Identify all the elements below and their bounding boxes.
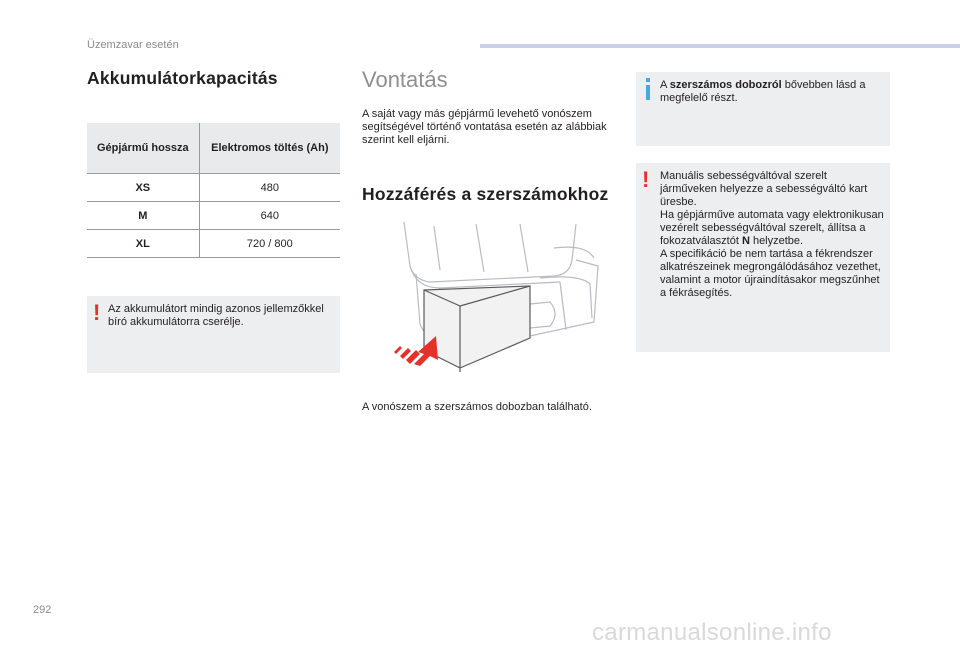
table-row (87, 174, 340, 202)
header-bar (480, 44, 960, 48)
toolbox-illustration (380, 218, 610, 378)
towing-intro: A saját vagy más gépjármű levehető vonószem segítségével történő vontatása esetén az alábbiak szerint kell eljárni. (362, 108, 607, 146)
gearbox-line3: A specifikáció be nem tartása a fékrendszer alkatrészeinek megrongálódásához vezethet, valamint a motor újraindításakor megszűnhet a fékrásegítés. (660, 248, 881, 299)
page-number: 292 (33, 604, 52, 616)
info-suffix: bővebben lásd a megfelelő részt. (660, 79, 866, 104)
info-text (660, 79, 886, 105)
gearbox-warning-box (636, 163, 890, 352)
cell-length: M (87, 202, 199, 230)
towing-title: Vontatás (362, 67, 448, 92)
watermark: carmanualsonline.info (592, 619, 832, 646)
warning-icon: ! (93, 300, 101, 325)
cell-length: XL (87, 230, 199, 258)
table-header-length: Gépjármű hossza (87, 123, 199, 174)
battery-title: Akkumulátorkapacitás (87, 68, 278, 88)
cell-charge: 480 (199, 174, 340, 202)
cell-charge: 640 (199, 202, 340, 230)
cell-charge: 720 / 800 (199, 230, 340, 258)
info-prefix: A (660, 79, 670, 91)
gearbox-line1: Manuális sebességváltóval szerelt járműveken helyezze a sebességváltó kart üresbe. (660, 170, 868, 208)
info-bold: szerszámos dobozról (669, 79, 782, 91)
gearbox-warning-text (660, 170, 886, 300)
info-icon (646, 78, 650, 100)
battery-table (87, 123, 340, 258)
battery-warning-box (87, 296, 340, 373)
cell-length: XS (87, 174, 199, 202)
warning-icon: ! (642, 167, 650, 192)
table-row (87, 202, 340, 230)
toolbox-caption: A vonószem a szerszámos dobozban található. (362, 401, 592, 413)
info-box (636, 72, 890, 146)
battery-warning-text: Az akkumulátort mindig azonos jellemzőkkel bíró akkumulátorra cserélje. (108, 303, 324, 328)
table-header-charge: Elektromos töltés (Ah) (199, 123, 340, 174)
section-label: Üzemzavar esetén (87, 39, 179, 51)
table-row (87, 230, 340, 258)
gearbox-line2: Ha gépjárműve automata vagy elektronikusan vezérelt sebességváltóval szerelt, állítsa a fokozatválasztót N helyzetbe. (660, 209, 884, 247)
arrow-icon (394, 336, 438, 366)
tool-access-title: Hozzáférés a szerszámokhoz (362, 184, 609, 204)
